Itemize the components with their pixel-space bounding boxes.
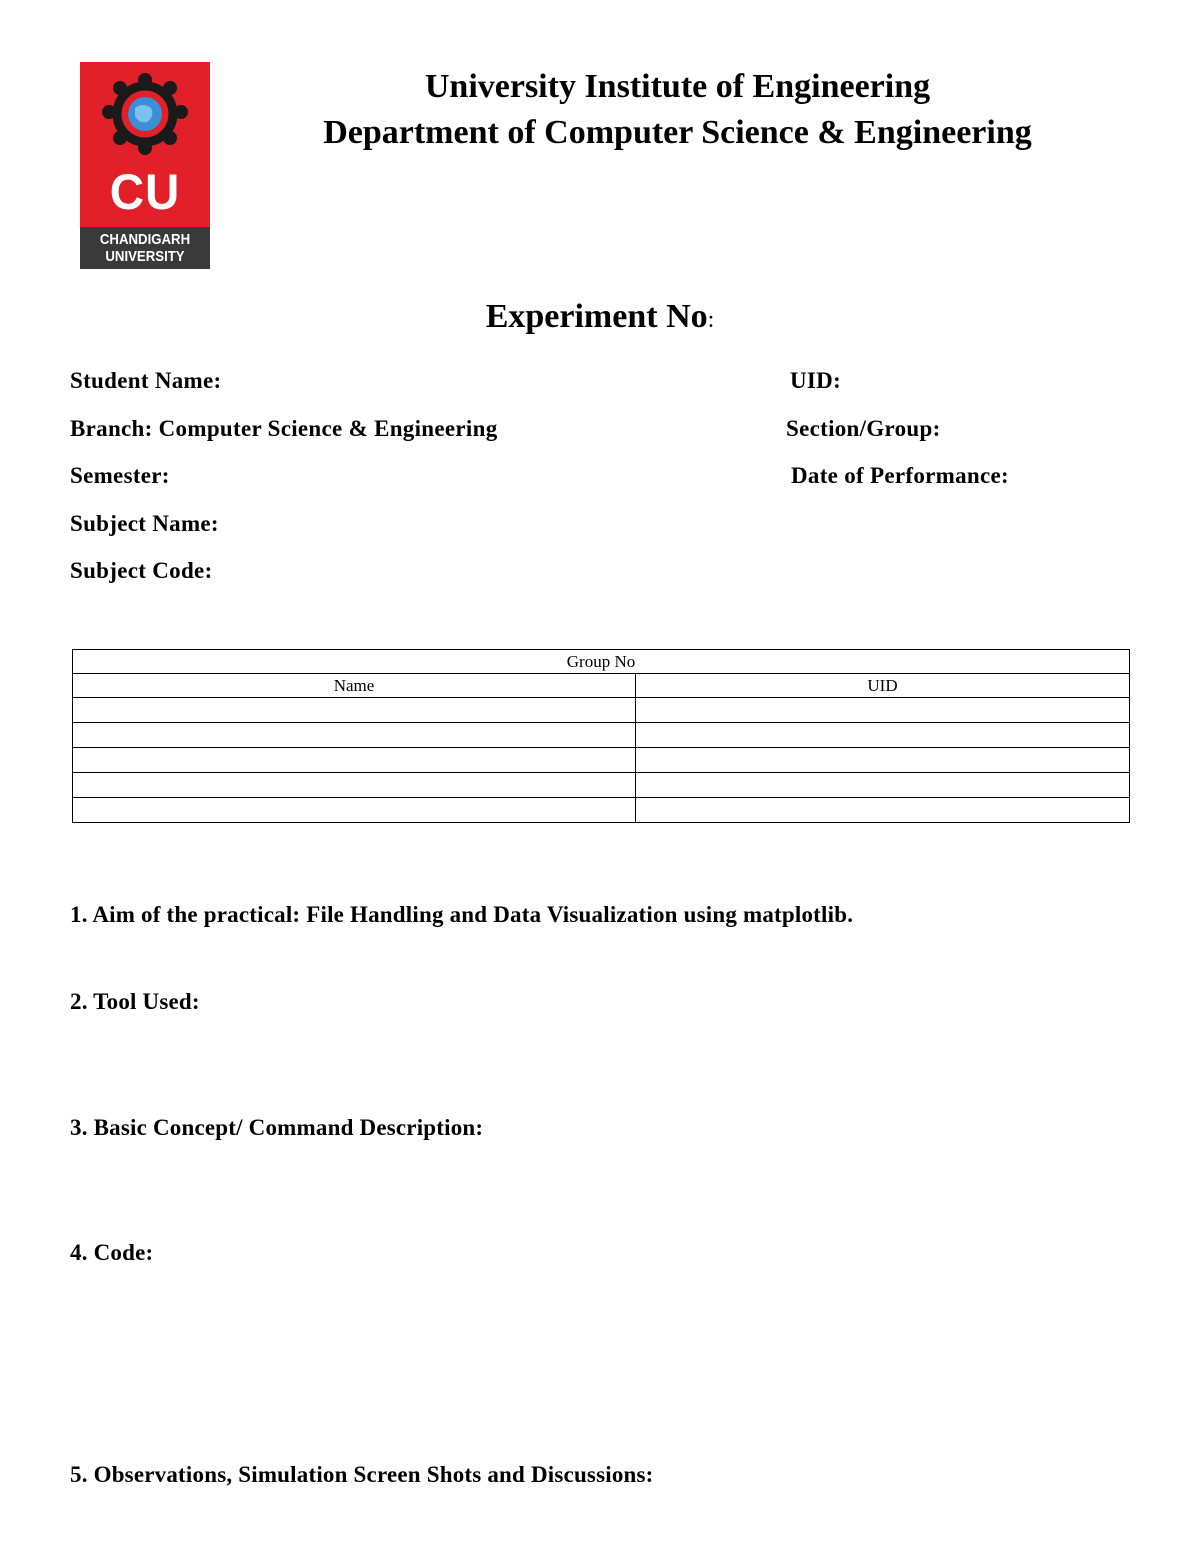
document-header [270, 64, 1085, 156]
subject-name-label: Subject Name: [70, 511, 219, 536]
table-cell-name[interactable] [73, 723, 636, 748]
semester-label: Semester: [70, 463, 170, 488]
table-cell-uid[interactable] [636, 798, 1130, 823]
logo-initials: CU [109, 164, 181, 220]
institute-name: University Institute of Engineering [424, 68, 931, 105]
logo-emblem-icon [95, 68, 195, 164]
logo-line-1: CHANDIGARH [99, 231, 191, 248]
university-logo [80, 62, 210, 269]
group-table-header-uid: UID [636, 674, 1130, 698]
section-aim: 1. Aim of the practical: File Handling and Data Visualization using matplotlib. [70, 902, 854, 927]
department-name: Department of Computer Science & Engineering [323, 114, 1032, 151]
uid-label: UID: [790, 368, 842, 393]
table-row [73, 773, 1130, 798]
table-cell-uid[interactable] [636, 748, 1130, 773]
group-table-title: Group No [73, 650, 1130, 674]
table-row [73, 798, 1130, 823]
branch-label: Branch: Computer Science & Engineering [70, 416, 498, 441]
section-observations: 5. Observations, Simulation Screen Shots and Discussions: [70, 1462, 654, 1487]
table-cell-name[interactable] [73, 748, 636, 773]
group-table-header-name: Name [73, 674, 636, 698]
section-tool-used: 2. Tool Used: [70, 989, 200, 1014]
table-cell-name[interactable] [73, 773, 636, 798]
date-of-performance-label: Date of Performance: [791, 463, 1009, 488]
table-row [73, 698, 1130, 723]
experiment-colon: : [707, 307, 715, 333]
table-cell-name[interactable] [73, 698, 636, 723]
group-table [72, 649, 1130, 823]
table-cell-name[interactable] [73, 798, 636, 823]
subject-code-label: Subject Code: [70, 558, 213, 583]
table-row [73, 748, 1130, 773]
table-row [73, 723, 1130, 748]
student-name-label: Student Name: [70, 368, 222, 393]
section-code: 4. Code: [70, 1240, 154, 1265]
experiment-title [0, 298, 1200, 336]
table-cell-uid[interactable] [636, 773, 1130, 798]
logo-name [80, 227, 210, 269]
logo-line-2: UNIVERSITY [105, 248, 185, 265]
section-basic-concept: 3. Basic Concept/ Command Description: [70, 1115, 484, 1140]
experiment-label: Experiment No [485, 298, 708, 335]
section-group-label: Section/Group: [786, 416, 941, 441]
table-cell-uid[interactable] [636, 698, 1130, 723]
table-cell-uid[interactable] [636, 723, 1130, 748]
